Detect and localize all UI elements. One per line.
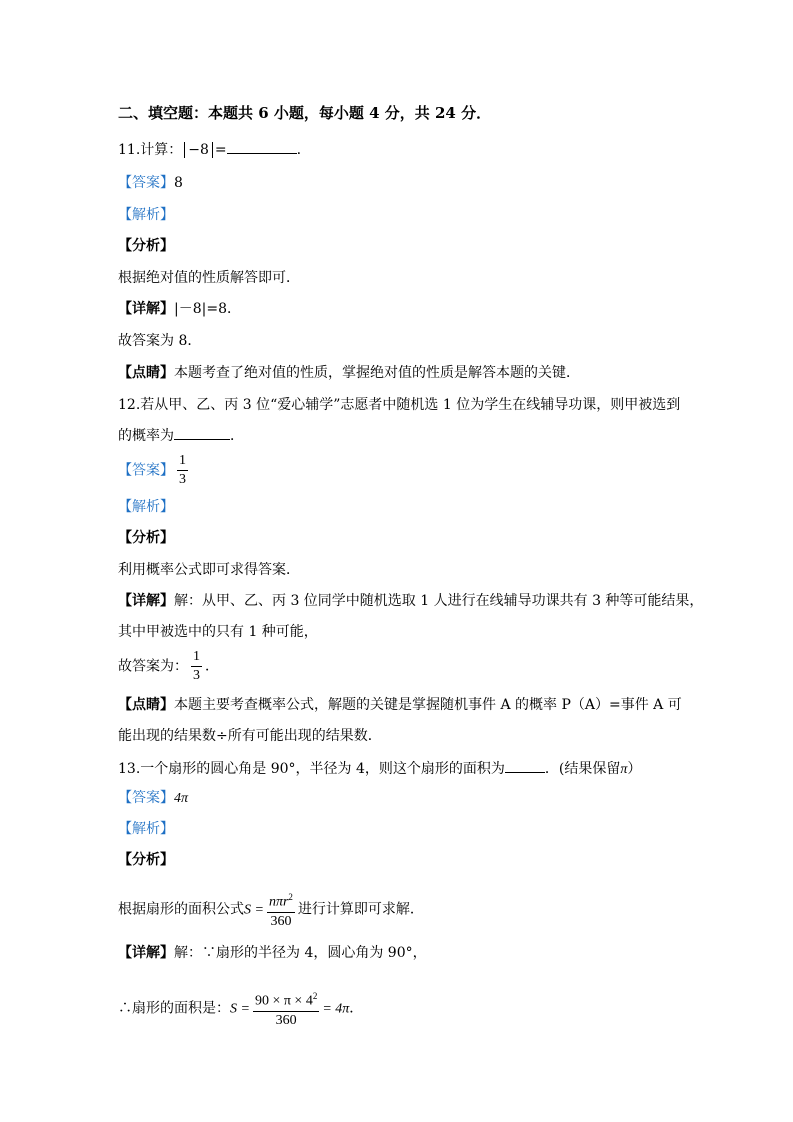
question-11 <box>118 139 301 160</box>
detail-tag: 【详解】 <box>118 301 174 317</box>
q12-conclusion-numerator: 1 <box>191 648 202 667</box>
q13-line-prefix: 13.一个扇形的圆心角是 90°，半径为 4，则这个扇形的面积为 <box>118 761 505 777</box>
answer-tag: 【答案】 <box>118 462 174 479</box>
answer-tag: 【答案】 <box>118 175 174 191</box>
q12-answer-fraction <box>177 452 188 489</box>
q12-analysis-tag: 【分析】 <box>118 530 174 546</box>
q13-area-prefix: ∴扇形的面积是： <box>118 1000 230 1017</box>
detail-tag: 【详解】 <box>118 945 174 961</box>
q13-area-rhs: = 4π <box>322 1001 350 1017</box>
q11-answer-blank <box>227 139 297 154</box>
detail-tag: 【详解】 <box>118 593 174 609</box>
q13-formula-fraction: $\frac{n\pi r^2}{360}$ <box>267 888 295 931</box>
q13-area-fraction: $\frac{90 \times \pi \times 4^2}{360}$ <box>253 987 319 1030</box>
q12-explain-tag: 【解析】 <box>118 499 174 515</box>
q13-answer-blank <box>505 758 545 773</box>
q11-comment-text: 本题考查了绝对值的性质，掌握绝对值的性质是解答本题的关键． <box>174 365 580 381</box>
q11-analysis-text: 根据绝对值的性质解答即可． <box>118 270 300 286</box>
q11-equals: = <box>214 142 227 158</box>
q13-analysis-prefix: 根据扇形的面积公式 <box>118 901 244 918</box>
q12-conclusion <box>118 648 219 685</box>
q12-question-line1: 12.若从甲、乙、丙 3 位“爱心辅学”志愿者中随机选 1 位为学生在线辅导功课，则甲被选到 <box>118 397 681 413</box>
q11-suffix: . <box>296 142 302 158</box>
q13-formula-lhs: S = <box>244 902 264 918</box>
q12-conclusion-suffix: ． <box>205 658 219 675</box>
q12-analysis-text: 利用概率公式即可求得答案． <box>118 562 300 578</box>
q13-formula-denominator: 360 <box>270 913 292 929</box>
q12-detail-line2: 其中甲被选中的只有 1 种可能， <box>118 624 318 640</box>
section-title: 二、填空题：本题共 6 小题，每小题 4 分，共 24 分． <box>118 104 492 122</box>
q13-explain-tag: 【解析】 <box>118 821 174 837</box>
comment-tag: 【点睛】 <box>118 697 174 713</box>
q12-line2-prefix: 的概率为 <box>118 428 174 444</box>
q13-detail-text: 解：∵扇形的半径为 4，圆心角为 90°， <box>174 945 427 961</box>
q13-area-numerator: 90 × π × 4 <box>254 993 313 1009</box>
q13-analysis-tag: 【分析】 <box>118 852 174 868</box>
q12-comment-line2: 能出现的结果数÷所有可能出现的结果数． <box>118 728 382 744</box>
q13-area-line <box>118 987 363 1030</box>
q12-detail-text1: 解：从甲、乙、丙 3 位同学中随机选取 1 人进行在线辅导功课共有 3 种等可能结果， <box>174 593 704 609</box>
q13-analysis-line <box>118 888 424 931</box>
q13-line-end: ） <box>627 761 642 777</box>
q12-conclusion-prefix: 故答案为： <box>118 658 188 675</box>
question-13 <box>118 758 641 780</box>
q13-pi-symbol: π <box>620 762 628 777</box>
q12-question-line2 <box>118 425 244 446</box>
q13-formula-numerator: nπr <box>268 894 289 910</box>
q12-conclusion-denominator: 3 <box>193 668 200 683</box>
q13-analysis-suffix: 进行计算即可求解． <box>297 901 424 918</box>
q12-answer-denominator: 3 <box>179 472 186 487</box>
q12-detail-line1 <box>118 591 703 611</box>
answer-tag: 【答案】 <box>118 790 174 806</box>
q11-answer-value: 8 <box>174 175 183 191</box>
q13-area-denominator: 360 <box>275 1012 297 1028</box>
q11-prefix: 11.计算： <box>118 142 183 158</box>
q11-comment <box>118 363 580 383</box>
q13-detail <box>118 943 427 963</box>
q12-answer <box>118 452 191 489</box>
q12-line2-suffix: ． <box>230 428 244 444</box>
q11-detail <box>118 299 241 319</box>
q13-line-mid: ．(结果保留 <box>544 761 621 777</box>
q11-detail-text: |－8|=8． <box>174 301 241 317</box>
q12-answer-numerator: 1 <box>177 452 188 471</box>
q12-conclusion-fraction <box>191 648 202 685</box>
q13-area-suffix: ． <box>349 1000 364 1017</box>
q13-answer-value: 4π <box>174 791 189 806</box>
q12-comment-text1: 本题主要考查概率公式，解题的关键是掌握随机事件 A 的概率 P（A）=事件 A 可 <box>174 697 682 713</box>
q13-answer <box>118 788 188 809</box>
q12-comment-line1 <box>118 695 682 715</box>
q13-area-lhs: S = <box>230 1001 250 1017</box>
q11-answer <box>118 173 183 193</box>
q11-conclusion: 故答案为 8． <box>118 333 202 349</box>
q11-analysis-tag: 【分析】 <box>118 238 174 254</box>
q11-abs-expression: −8 <box>184 142 213 158</box>
q12-answer-blank <box>174 425 230 440</box>
comment-tag: 【点睛】 <box>118 365 174 381</box>
q11-explain-tag: 【解析】 <box>118 207 174 223</box>
